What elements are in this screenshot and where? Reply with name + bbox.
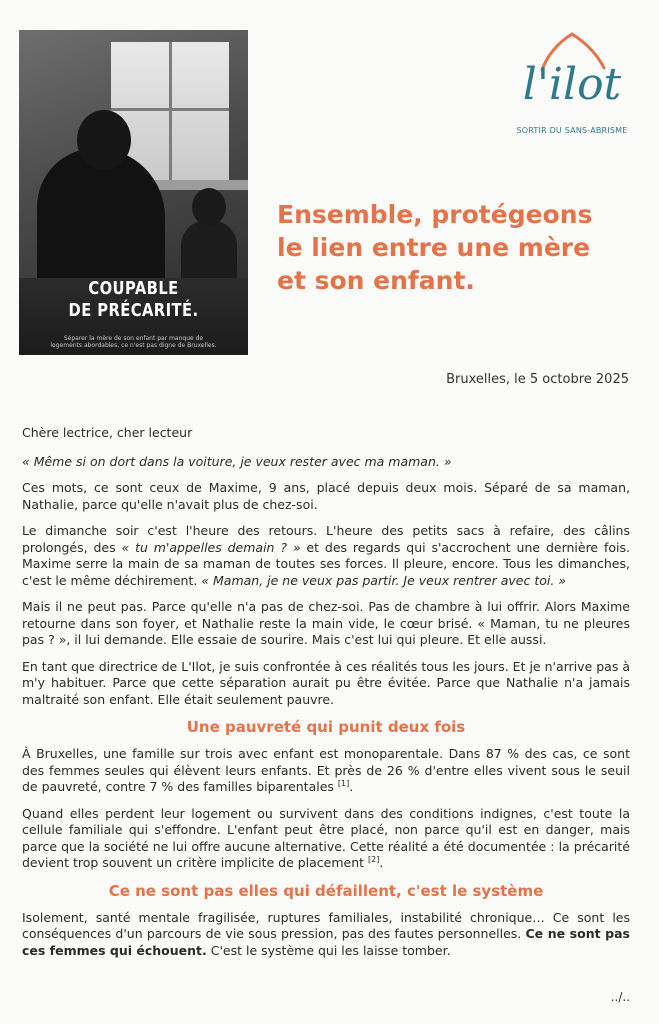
letter-body <box>22 425 630 969</box>
headline-line1: Ensemble, protégeons <box>277 200 593 229</box>
paragraph-2-quote-b: « Maman, je ne veux pas partir. Je veux rentrer avec toi. » <box>201 572 567 588</box>
paragraph-6: Quand elles perdent leur logement ou survivent dans des conditions indignes, c'est toute la cellule familiale qui s'effondre. L'enfant peut être placé, non parce qu'il est en danger, mais parce que la société ne lui offre aucune alternative. Cette réalité a été documentée : la précarité devient trop souvent un critère implicite de placement [2]. <box>22 805 630 870</box>
paragraph-2-quote-a: « tu m'appelles demain ? » <box>121 539 301 555</box>
paragraph-4: En tant que directrice de L'Ilot, je suis confrontée à ces réalités tous les jours. Et je n'arrive pas à m'y habituer. Parce que cette séparation aurait pu être évitée. Parce que Nathalie n'a jamais maltraité son enfant. Elle était seulement pauvre. <box>22 658 630 707</box>
footnote-ref-2: [2] <box>368 854 380 864</box>
poster-child-head <box>192 188 226 226</box>
headline <box>277 198 647 297</box>
campaign-poster <box>19 30 248 355</box>
salutation: Chère lectrice, cher lecteur <box>22 425 193 440</box>
poster-mother-head <box>77 110 131 170</box>
ilot-logo <box>512 28 632 146</box>
opening-quote-text: « Même si on dort dans la voiture, je veux rester avec ma maman. » <box>22 453 452 469</box>
paragraph-5-text: À Bruxelles, une famille sur trois avec enfant est monoparentale. Dans 87 % des cas, ce sont des femmes seules qui élèvent leurs enfants. Et près de 26 % d'entre elles vivent sous le seuil de pauvreté, contre 7 % des familles biparentales <box>22 746 630 794</box>
poster-subtitle: Séparer la mère de son enfant par manque de logements abordables, ce n'est pas digne de Bruxelles. <box>50 335 217 349</box>
paragraph-1: Ces mots, ce sont ceux de Maxime, 9 ans, placé depuis deux mois. Séparé de sa maman, Nathalie, parce qu'elle n'avait plus de chez-soi. <box>22 480 630 512</box>
paragraph-2 <box>22 523 630 589</box>
paragraph-2-part-a: Le dimanche soir c'est l'heure des retours. L'heure des petits sacs à refaire, des câlins prolongés, des <box>22 523 630 555</box>
logo-wordmark: l'ilot <box>522 59 622 110</box>
opening-quote <box>22 454 630 471</box>
section-heading-1: Une pauvreté qui punit deux fois <box>186 718 466 736</box>
poster-title <box>40 278 228 322</box>
logo-tagline: SORTIR DU SANS-ABRISME <box>516 126 628 135</box>
poster-title-line1: COUPABLE <box>88 278 179 299</box>
footnote-ref-1: [1] <box>337 778 350 788</box>
headline-line3: et son enfant. <box>277 266 475 295</box>
paragraph-7-part-a: Isolement, santé mentale fragilisée, ruptures familiales, instabilité chronique… Ce sont les conséquences d'un parcours de vie sous pression, pas des fautes personnelles. <box>22 909 630 941</box>
paragraph-3: Mais il ne peut pas. Parce qu'elle n'a pas de chez-soi. Pas de chambre à lui offrir. Alors Maxime retourne dans son foyer, et Nathalie reste la main vide, le cœur brisé. « Maman, tu ne pleures pas ? », il lui demande. Elle essaie de sourire. Mais c'est lui qui pleure. Et elle aussi. <box>22 599 630 647</box>
paragraph-7-part-c: C'est le système qui les laisse tomber. <box>206 942 451 958</box>
poster-title-line2: DE PRÉCARITÉ. <box>68 300 199 321</box>
paragraph-5: À Bruxelles, une famille sur trois avec enfant est monoparentale. Dans 87 % des cas, ce sont des femmes seules qui élèvent leurs enfants. Et près de 26 % d'entre elles vivent sous le seuil de pauvreté, contre 7 % des familles biparentales [1]. <box>22 746 630 794</box>
paragraph-7 <box>22 910 630 960</box>
paragraph-6-text: Quand elles perdent leur logement ou survivent dans des conditions indignes, c'est toute la cellule familiale qui s'effondre. L'enfant peut être placé, non parce qu'il est en danger, mais parce que la société ne lui offre aucune alternative. Cette réalité a été documentée : la précarité devient trop souvent un critère implicite de placement <box>22 805 630 870</box>
dateline: Bruxelles, le 5 octobre 2025 <box>446 372 629 387</box>
headline-line2: le lien entre une mère <box>277 233 591 262</box>
paragraph-2-part-c: et des regards qui s'accrochent une dernière fois. Maxime serre la main de sa maman de toutes ses forces. Il pleure, encore. Tous les dimanches, c'est le même déchirement. <box>22 539 631 588</box>
paragraph-7-emphasis: Ce ne sont pas ces femmes qui échouent. <box>22 926 630 958</box>
section-heading-2: Ce ne sont pas elles qui défaillent, c'est le système <box>108 881 544 900</box>
continuation-mark: ../.. <box>610 990 630 1004</box>
